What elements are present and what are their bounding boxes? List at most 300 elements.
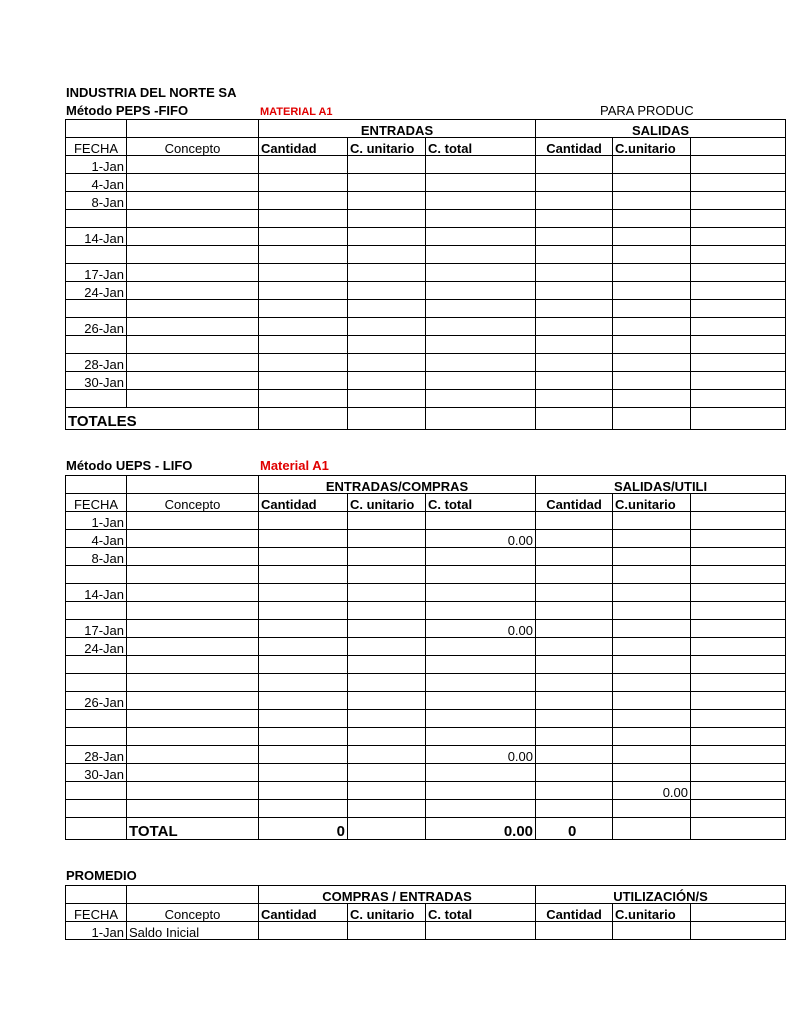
cell [127,530,259,548]
cell-fecha [66,390,127,408]
cell [127,246,259,264]
cell-c-total [426,584,536,602]
col-header-c-unitario: C. unitario [348,494,426,512]
cell [127,390,259,408]
cell [613,710,691,728]
cell [259,620,348,638]
cell [127,228,259,246]
cell [259,264,348,282]
cell [426,300,536,318]
col-header-c-total: C. total [426,904,536,922]
cell [127,638,259,656]
cell [691,512,786,530]
cell [348,156,426,174]
cell-fecha [66,782,127,800]
col-header-fecha: FECHA [66,138,127,156]
cell-fecha: 26-Jan [66,692,127,710]
cell-c-total [426,656,536,674]
cell [259,300,348,318]
cell [613,264,691,282]
cell [259,584,348,602]
cell [536,512,613,530]
peps-section-header-row [66,120,786,138]
cell [691,372,786,390]
cell [426,336,536,354]
cell [613,336,691,354]
cell-fecha: 17-Jan [66,620,127,638]
cell [613,354,691,372]
cell [536,390,613,408]
table-row [66,728,786,746]
table-row [66,372,786,390]
cell [127,728,259,746]
cell [426,282,536,300]
ueps-material-label: Material A1 [260,458,329,473]
cell [613,530,691,548]
cell-fecha: 14-Jan [66,584,127,602]
cell [127,656,259,674]
col-header-cantidad-out: Cantidad [536,904,613,922]
cell [127,282,259,300]
cell [536,656,613,674]
cell-c-total [426,782,536,800]
cell [127,318,259,336]
cell [691,390,786,408]
table-row [66,282,786,300]
ueps-total-ctotal: 0.00 [426,818,536,840]
table-row [66,390,786,408]
cell-fecha: 26-Jan [66,318,127,336]
cell-fecha: 24-Jan [66,282,127,300]
cell [691,336,786,354]
cell [348,674,426,692]
peps-method-title: Método PEPS -FIFO [66,103,189,118]
cell [613,764,691,782]
cell [259,746,348,764]
cell-fecha [66,246,127,264]
cell [613,566,691,584]
cell-fecha [66,674,127,692]
peps-entradas-header: ENTRADAS [259,120,536,138]
cell [127,764,259,782]
cell [259,210,348,228]
company-name: INDUSTRIA DEL NORTE SA [66,85,237,100]
peps-totals-row [66,408,786,430]
cell [536,548,613,566]
cell [691,192,786,210]
table-row [66,228,786,246]
cell [348,728,426,746]
cell [259,800,348,818]
cell [536,264,613,282]
cell [259,548,348,566]
cell-fecha: 1-Jan [66,922,127,940]
cell-fecha [66,728,127,746]
cell [536,620,613,638]
ueps-section-header-row [66,476,786,494]
promedio-utilizacion-header: UTILIZACIÓN/S [536,886,786,904]
cell [536,300,613,318]
cell [426,210,536,228]
cell-fecha: 8-Jan [66,548,127,566]
table-row [66,620,786,638]
promedio-column-header-row [66,904,786,922]
cell [259,354,348,372]
cell [348,638,426,656]
table-row [66,656,786,674]
col-header-c-total: C. total [426,494,536,512]
cell-fecha: 30-Jan [66,764,127,782]
cell [127,192,259,210]
cell [691,656,786,674]
table-row [66,692,786,710]
cell-fecha [66,710,127,728]
ueps-salidas-header: SALIDAS/UTILI [536,476,786,494]
table-row [66,210,786,228]
ueps-total-row [66,818,786,840]
cell [127,674,259,692]
col-header-cantidad-out: Cantidad [536,138,613,156]
cell [426,156,536,174]
peps-salidas-header: SALIDAS [536,120,786,138]
promedio-section-header-row [66,886,786,904]
cell [127,512,259,530]
cell [691,318,786,336]
cell [259,246,348,264]
cell-fecha: 4-Jan [66,174,127,192]
cell [348,282,426,300]
cell [613,372,691,390]
table-row [66,512,786,530]
cell [127,264,259,282]
cell-fecha [66,800,127,818]
cell [536,210,613,228]
cell [259,174,348,192]
col-header-fecha: FECHA [66,904,127,922]
cell [127,156,259,174]
cell-fecha [66,336,127,354]
table-row [66,192,786,210]
col-header-c-unitario-out: C.unitario [613,138,691,156]
col-header-c-unitario-out: C.unitario [613,494,691,512]
cell-c-total [426,692,536,710]
cell-fecha: 1-Jan [66,512,127,530]
cell [127,372,259,390]
table-row [66,764,786,782]
cell [536,602,613,620]
cell [259,656,348,674]
cell-c-total [426,764,536,782]
cell [127,210,259,228]
table-row [66,638,786,656]
ueps-body [66,512,786,818]
table-row [66,746,786,764]
col-header-c-unitario: C. unitario [348,138,426,156]
cell [613,692,691,710]
table-row [66,782,786,800]
cell [259,692,348,710]
cell [536,354,613,372]
cell-c-total: 0.00 [426,530,536,548]
cell [259,156,348,174]
cell [536,800,613,818]
cell-c-total [426,800,536,818]
cell [348,692,426,710]
cell-fecha: 14-Jan [66,228,127,246]
cell-fecha [66,602,127,620]
table-row [66,156,786,174]
col-header-cantidad: Cantidad [259,138,348,156]
cell [259,318,348,336]
cell [259,638,348,656]
cell [426,318,536,336]
cell [127,584,259,602]
col-header-concepto: Concepto [127,494,259,512]
cell [127,746,259,764]
cell [127,782,259,800]
promedio-table [65,885,786,940]
cell [536,174,613,192]
col-header-c-total: C. total [426,138,536,156]
table-row [66,318,786,336]
cell [613,318,691,336]
table-row [66,174,786,192]
cell [691,710,786,728]
cell [691,638,786,656]
table-row [66,530,786,548]
cell-fecha [66,656,127,674]
cell [348,336,426,354]
cell [127,710,259,728]
col-header-concepto: Concepto [127,138,259,156]
cell [536,638,613,656]
cell [691,728,786,746]
cell [348,210,426,228]
peps-para-produc-label: PARA PRODUC [600,103,694,118]
table-row [66,566,786,584]
cell [348,354,426,372]
cell [691,566,786,584]
cell [536,782,613,800]
col-header-c-unitario-out: C.unitario [613,904,691,922]
cell [426,228,536,246]
table-row [66,246,786,264]
peps-material-label: MATERIAL A1 [260,106,333,118]
cell [348,300,426,318]
peps-totales-label: TOTALES [66,408,259,430]
cell [613,548,691,566]
cell-c-total [426,548,536,566]
cell [613,584,691,602]
cell [426,354,536,372]
col-header-concepto: Concepto [127,904,259,922]
cell [348,800,426,818]
cell [613,156,691,174]
cell [348,174,426,192]
cell [691,602,786,620]
cell [536,728,613,746]
cell [691,210,786,228]
cell-c-total [426,710,536,728]
table-row [66,602,786,620]
cell [426,174,536,192]
cell [259,192,348,210]
cell [348,390,426,408]
cell [536,692,613,710]
cell [691,800,786,818]
cell [348,566,426,584]
ueps-total-cantidad: 0 [259,818,348,840]
cell-c-total [426,638,536,656]
cell [691,174,786,192]
cell-fecha: 24-Jan [66,638,127,656]
cell [691,620,786,638]
cell-c-total [426,512,536,530]
cell-fecha [66,566,127,584]
cell [127,174,259,192]
cell [613,800,691,818]
cell-c-total [426,566,536,584]
col-header-cantidad-out: Cantidad [536,494,613,512]
cell-c-total: 0.00 [426,620,536,638]
cell [348,782,426,800]
cell [348,228,426,246]
cell [613,228,691,246]
cell [127,300,259,318]
promedio-compras-header: COMPRAS / ENTRADAS [259,886,536,904]
ueps-entradas-header: ENTRADAS/COMPRAS [259,476,536,494]
cell [691,300,786,318]
cell [127,566,259,584]
cell [348,584,426,602]
peps-column-header-row [66,138,786,156]
cell [259,282,348,300]
cell-fecha: 8-Jan [66,192,127,210]
cell-fecha: 17-Jan [66,264,127,282]
table-row [66,800,786,818]
col-header-cantidad: Cantidad [259,494,348,512]
cell [127,354,259,372]
cell [613,390,691,408]
cell [536,192,613,210]
cell-fecha: 30-Jan [66,372,127,390]
cell [691,282,786,300]
cell [536,246,613,264]
cell [613,512,691,530]
cell [613,210,691,228]
col-header-cantidad: Cantidad [259,904,348,922]
cell [259,602,348,620]
cell-fecha: 4-Jan [66,530,127,548]
cell [613,174,691,192]
cell [536,584,613,602]
cell-fecha [66,210,127,228]
table-row [66,548,786,566]
cell [426,192,536,210]
cell [691,782,786,800]
cell [348,620,426,638]
ueps-total-cantidad-out: 0 [536,818,613,840]
cell [691,584,786,602]
cell [259,566,348,584]
cell-fecha [66,300,127,318]
cell [259,782,348,800]
cell [426,390,536,408]
cell [127,692,259,710]
cell [348,548,426,566]
cell [691,228,786,246]
cell [348,512,426,530]
cell [348,246,426,264]
cell [691,264,786,282]
cell [691,548,786,566]
cell [127,336,259,354]
col-header-c-unitario: C. unitario [348,904,426,922]
ueps-table [65,475,786,840]
cell [127,602,259,620]
table-row [66,674,786,692]
cell [613,192,691,210]
cell [536,566,613,584]
cell [259,512,348,530]
cell [348,192,426,210]
cell [613,620,691,638]
cell-c-unitario-out: 0.00 [613,782,691,800]
cell [613,638,691,656]
cell [426,264,536,282]
table-row [66,336,786,354]
cell [613,656,691,674]
cell-fecha: 1-Jan [66,156,127,174]
cell [691,156,786,174]
cell [348,764,426,782]
cell [348,530,426,548]
cell [536,530,613,548]
cell [691,354,786,372]
cell [613,246,691,264]
cell [259,764,348,782]
cell [348,264,426,282]
cell-c-total [426,674,536,692]
ueps-total-label: TOTAL [127,818,259,840]
peps-table [65,119,786,430]
cell [691,764,786,782]
cell [426,372,536,390]
cell [613,674,691,692]
cell [127,800,259,818]
cell [127,548,259,566]
cell-c-total: 0.00 [426,746,536,764]
cell-fecha: 28-Jan [66,354,127,372]
cell [536,674,613,692]
cell [348,656,426,674]
cell [613,602,691,620]
cell [259,372,348,390]
cell [536,372,613,390]
cell [536,746,613,764]
col-header-fecha: FECHA [66,494,127,512]
cell-fecha: 28-Jan [66,746,127,764]
cell [691,246,786,264]
cell [691,674,786,692]
cell [536,710,613,728]
ueps-method-title: Método UEPS - LIFO [66,458,193,473]
cell [348,372,426,390]
promedio-title: PROMEDIO [66,868,137,883]
cell [259,390,348,408]
cell-concepto: Saldo Inicial [127,922,259,940]
cell [259,728,348,746]
